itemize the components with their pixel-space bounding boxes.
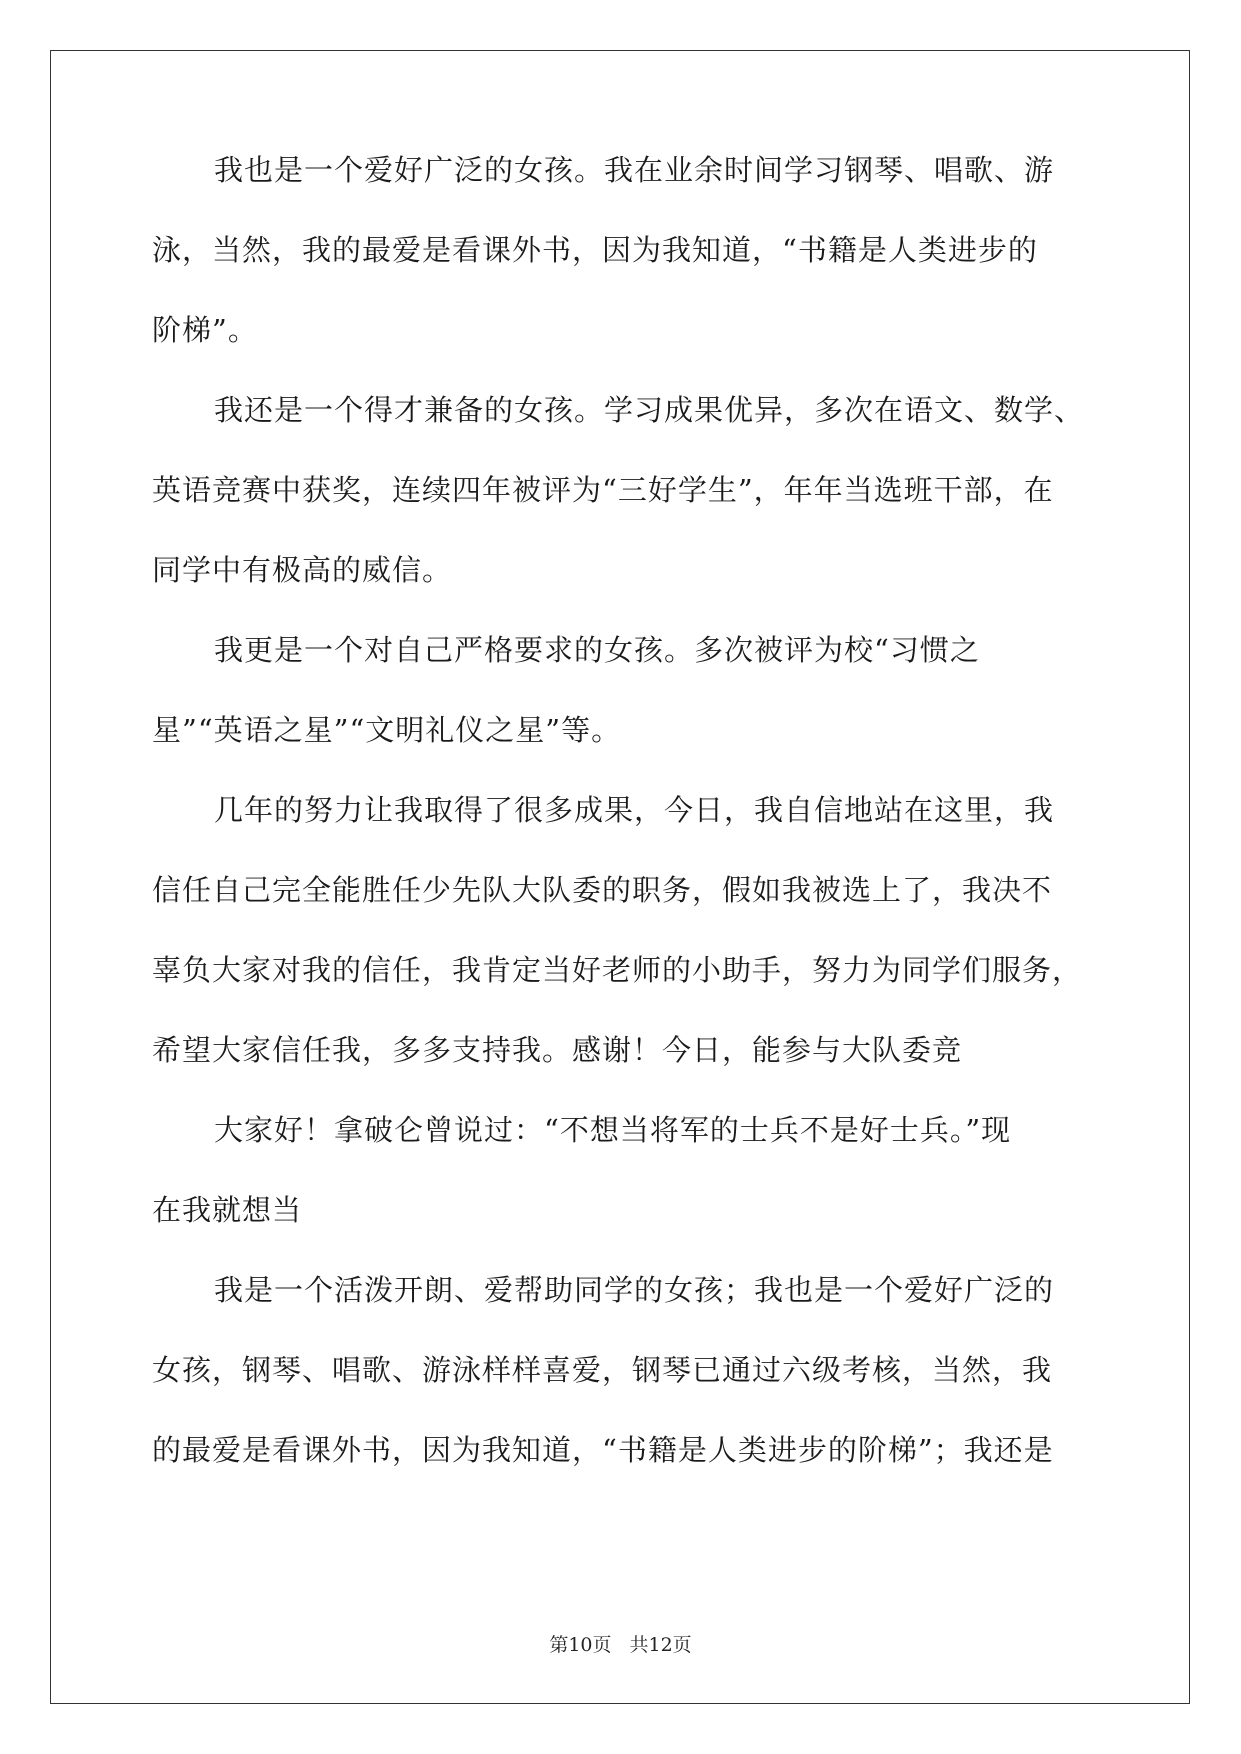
paragraph-5-line-1: 大家好！拿破仑曾说过：“不想当将军的士兵不是好士兵。”现 — [214, 1113, 1012, 1147]
paragraph-2-line-1: 我还是一个得才兼备的女孩。学习成果优异，多次在语文、数学、 — [214, 393, 1085, 427]
paragraph-4-line-4: 希望大家信任我，多多支持我。感谢！今日，能参与大队委竞 — [152, 1033, 963, 1067]
paragraph-2-line-3: 同学中有极高的威信。 — [152, 553, 453, 587]
paragraph-3-line-1: 我更是一个对自己严格要求的女孩。多次被评为校“习惯之 — [214, 633, 980, 667]
page-number: 第10页 — [549, 1634, 612, 1656]
paragraph-6-line-3: 的最爱是看课外书，因为我知道，“书籍是人类进步的阶梯”；我还是 — [152, 1433, 1054, 1467]
paragraph-6-line-2: 女孩，钢琴、唱歌、游泳样样喜爱，钢琴已通过六级考核，当然，我 — [152, 1353, 1053, 1387]
paragraph-6-line-1: 我是一个活泼开朗、爱帮助同学的女孩；我也是一个爱好广泛的 — [214, 1273, 1055, 1307]
paragraph-1-line-2: 泳，当然，我的最爱是看课外书，因为我知道，“书籍是人类进步的 — [152, 233, 1038, 267]
page-footer — [0, 1630, 1241, 1657]
paragraph-5-line-2: 在我就想当 — [152, 1193, 303, 1227]
paragraph-4-line-1: 几年的努力让我取得了很多成果，今日，我自信地站在这里，我 — [214, 793, 1055, 827]
paragraph-2-line-2: 英语竞赛中获奖，连续四年被评为“三好学生”，年年当选班干部，在 — [152, 473, 1054, 507]
paragraph-1-line-1: 我也是一个爱好广泛的女孩。我在业余时间学习钢琴、唱歌、游 — [214, 153, 1055, 187]
paragraph-4-line-3: 辜负大家对我的信任，我肯定当好老师的小助手，努力为同学们服务， — [152, 953, 1083, 987]
paragraph-4-line-2: 信任自己完全能胜任少先队大队委的职务，假如我被选上了，我决不 — [152, 873, 1053, 907]
page-total: 共12页 — [629, 1634, 692, 1656]
paragraph-1-line-3: 阶梯”。 — [152, 313, 258, 347]
paragraph-3-line-2: 星”“英语之星”“文明礼仪之星”等。 — [152, 713, 622, 747]
